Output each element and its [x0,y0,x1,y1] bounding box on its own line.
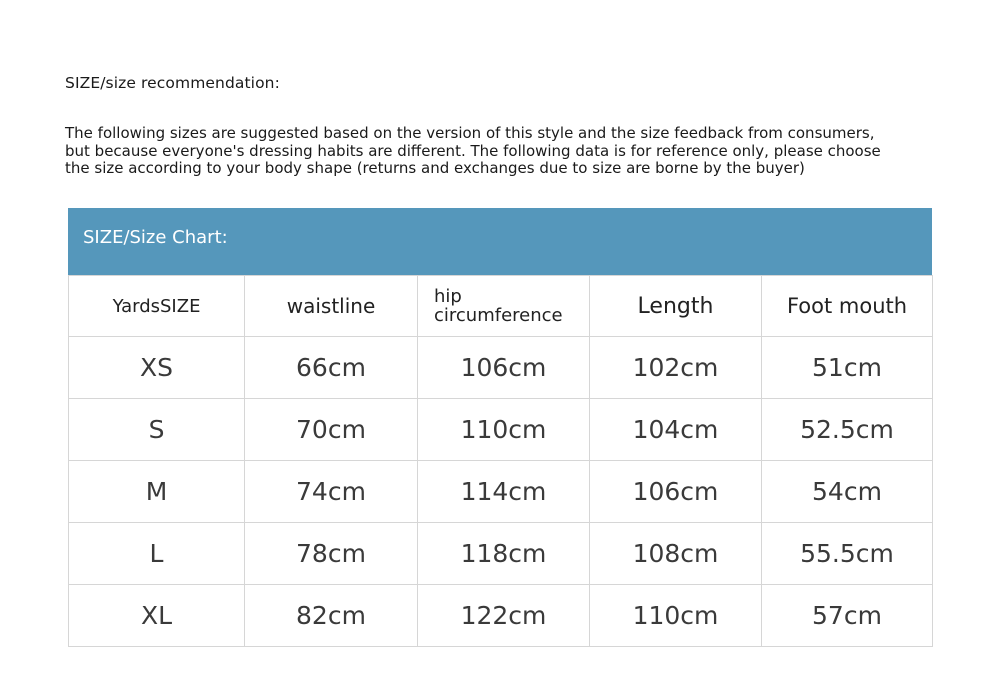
cell-hip: 110cm [418,399,590,461]
table-row [69,585,933,647]
cell-length: 106cm [590,461,762,523]
table-row [69,337,933,399]
header-hip-circumference [418,276,590,337]
cell-waistline: 78cm [245,523,418,585]
notice-line: but because everyone's dressing habits are different. The following data is for reference only, please choose [65,141,881,160]
cell-foot-mouth: 57cm [762,585,933,647]
cell-length: 110cm [590,585,762,647]
cell-length: 104cm [590,399,762,461]
cell-waistline: 74cm [245,461,418,523]
size-table [68,275,933,647]
cell-hip: 122cm [418,585,590,647]
cell-waistline: 82cm [245,585,418,647]
notice-line: The following sizes are suggested based on the version of this style and the size feedback from consumers, [65,124,875,142]
table-row [69,399,933,461]
size-notice [65,125,945,178]
cell-hip: 114cm [418,461,590,523]
cell-hip: 106cm [418,337,590,399]
table-row [69,461,933,523]
table-header-row [69,276,933,337]
header-hip-line1: hip [434,286,462,307]
cell-size: M [69,461,245,523]
table-row [69,523,933,585]
header-foot-mouth: Foot mouth [762,276,933,337]
size-chart [68,208,932,647]
cell-waistline: 66cm [245,337,418,399]
page-heading: SIZE/size recommendation: [65,74,280,92]
cell-length: 102cm [590,337,762,399]
cell-foot-mouth: 51cm [762,337,933,399]
cell-foot-mouth: 55.5cm [762,523,933,585]
header-hip-line2: circumference [434,305,563,326]
header-length: Length [590,276,762,337]
cell-size: L [69,523,245,585]
size-chart-banner [68,208,932,275]
cell-size: XS [69,337,245,399]
cell-size: S [69,399,245,461]
cell-size: XL [69,585,245,647]
size-chart-title: SIZE/Size Chart: [83,227,228,248]
notice-line: the size according to your body shape (returns and exchanges due to size are borne by the buyer) [65,159,805,177]
cell-foot-mouth: 52.5cm [762,399,933,461]
cell-length: 108cm [590,523,762,585]
header-size: YardsSIZE [69,276,245,337]
cell-foot-mouth: 54cm [762,461,933,523]
cell-hip: 118cm [418,523,590,585]
cell-waistline: 70cm [245,399,418,461]
header-waistline: waistline [245,276,418,337]
